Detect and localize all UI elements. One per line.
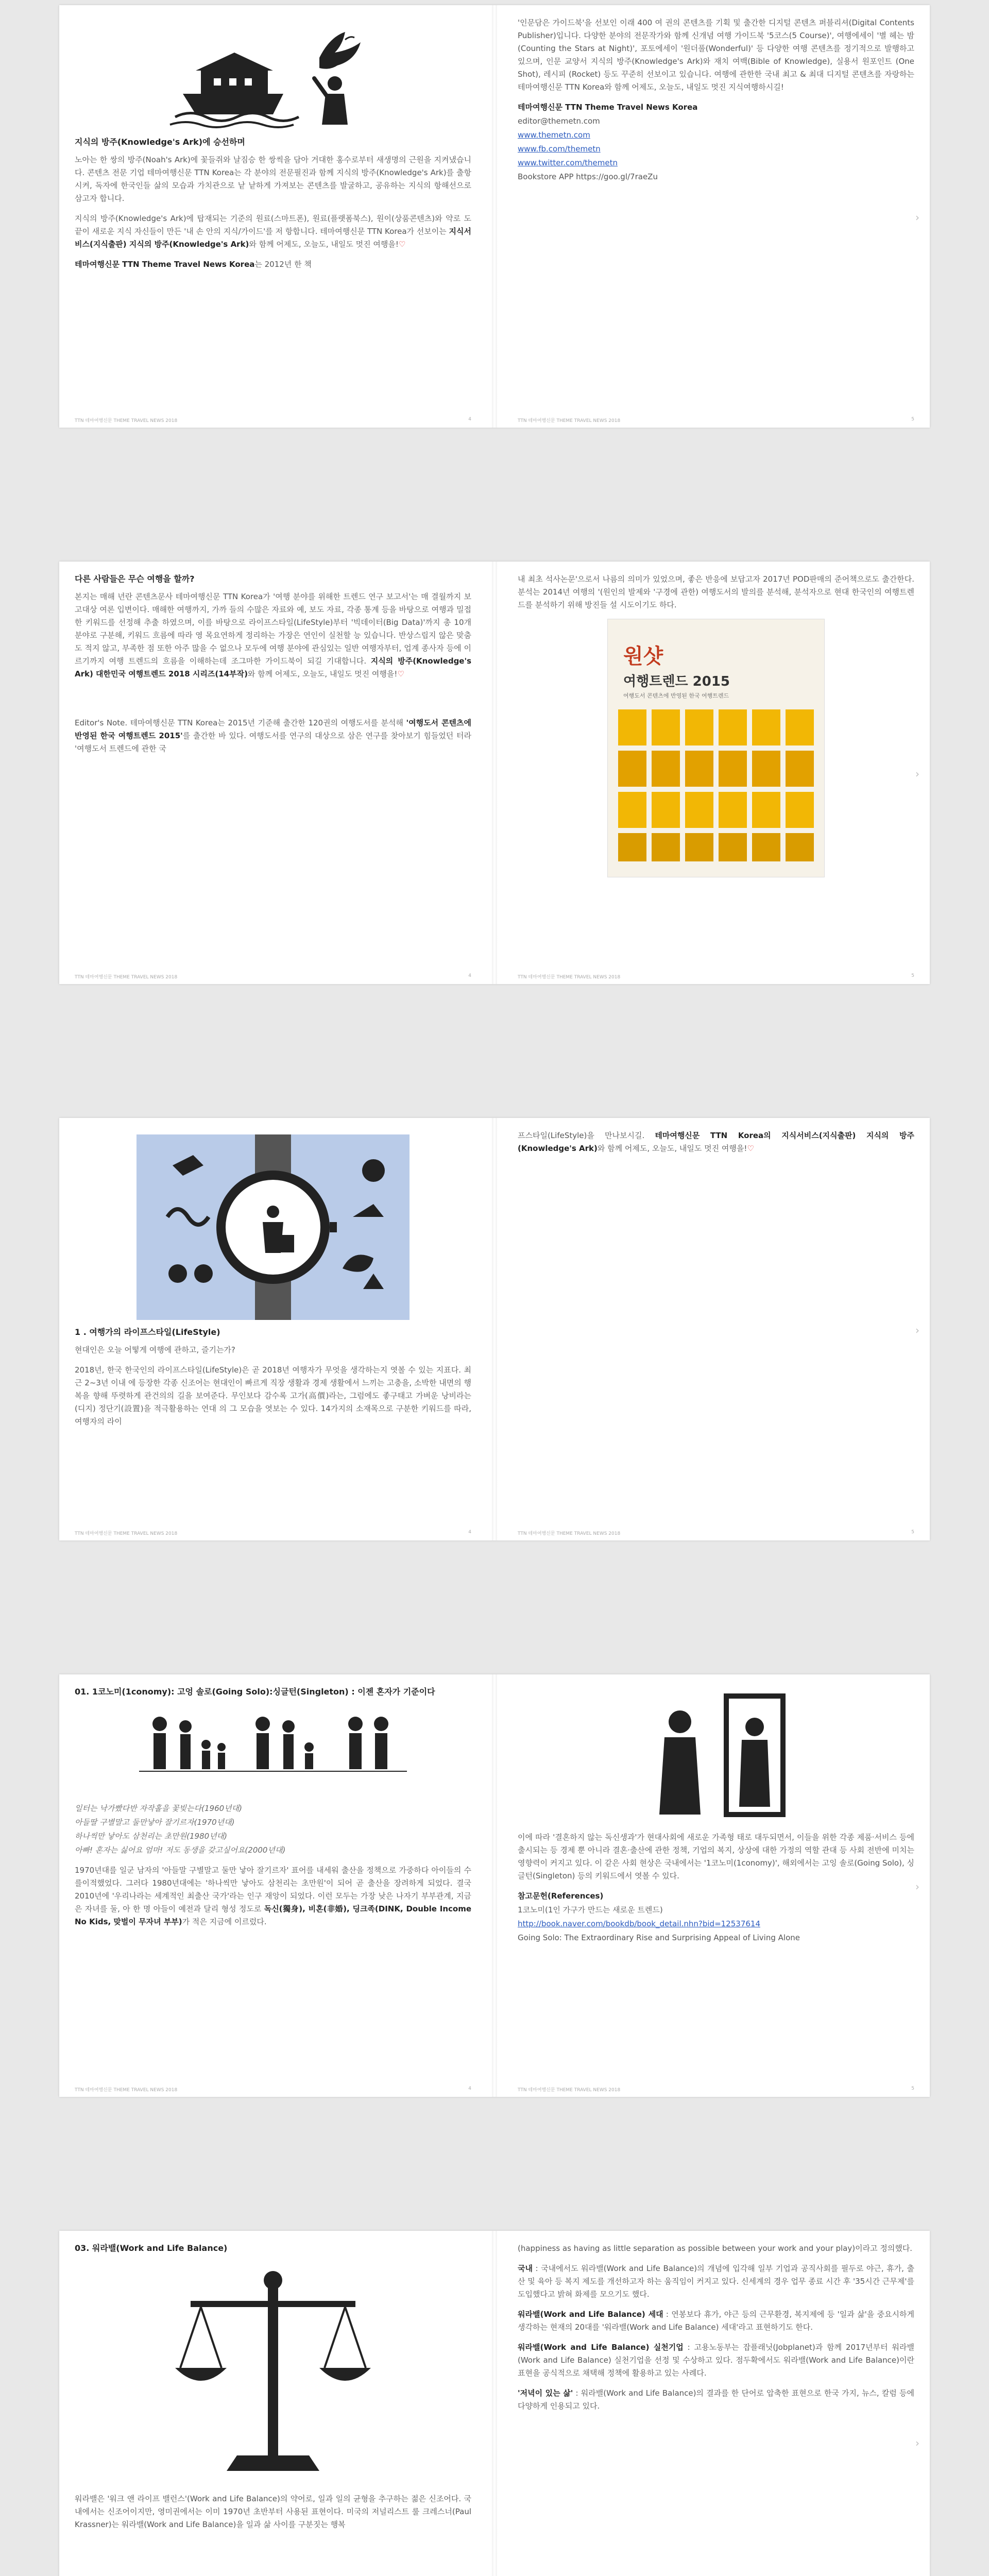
- references: 참고문헌(References) 1코노미(1인 가구가 만드는 새로운 트렌드) http://book.naver.com/bookdb/book_detail.nhn?bid=12537614 Going Solo: The Extraordinary Rise and Surprising Appeal of Living Alone: [518, 1891, 800, 1942]
- watch-travel-illustration: [137, 1134, 410, 1320]
- body-paragraph: 이에 따라 '결혼하지 않는 독신생과'가 현대사회에 새로운 가족형 태로 대두되면서, 이들을 위한 각종 제품·서비스 등에 출시되는 등 경제 뿐 아니라 결혼·출산에 관한 정책, 기업의 복지, 상상에 대한 가정의 역할 관대 등 사회 전반에 미치는 영향력이 커지고 있다. 이 같은 사회 현상은 국내에서는 '1코노미(1conomy)', 해외에서는 고잉 솔로(Going Solo), 싱글턴(Singleton) 등의 키워드에서 엿볼 수 있다.: [518, 1833, 914, 1880]
- spread-2: [59, 562, 930, 984]
- page-footer: TTN 테마여행신문 THEME TRAVEL NEWS 2018 5: [518, 2086, 914, 2093]
- body-paragraph: 국내 : 국내에서도 워라밸(Work and Life Balance)의 개념에 입각해 일부 기업과 공직사회를 필두로 야근, 휴가, 출산 및 육아 등 복지 제도를 개선하고자 하는 움직임이 커지고 있다. 신세계의 경우 업무 종료 시간 후 '35시간 근무제'를 도입했다고 밝혀 화제를 모으기도 했다.: [518, 2264, 914, 2299]
- spread-5: [59, 2231, 930, 2576]
- contact-block: 테마여행신문 TTN Theme Travel News Korea editor@themetn.com www.themetn.com www.fb.com/themetn www.twitter.com/themetn Bookstore APP https://goo.gl/7raeZu: [518, 101, 914, 183]
- page-footer: TTN 테마여행신문 THEME TRAVEL NEWS 2018 4: [75, 1530, 471, 1536]
- body-paragraph: 2018년, 한국 한국인의 라이프스타일(LifeStyle)은 곧 2018년 여행자가 무엇을 생각하는지 엿볼 수 있는 지표다. 최근 2~3년 이내 에 등장한 각종 신조어는 현대인이 빠르게 직장 생활과 경제 생활에서 느끼는 고충을, 소박한 내면의 행복을 향해 뚜렷하게 관건의의 길을 보여준다. 무인보다 감수록 고가(高價)라는, 그럼에도 좋구태고 가벼운 낭비라는 (디지) 정단기(設置)을 적극활용하는 연대 의 그 모습을 엿보는 수 있다. 14가지의 소재목으로 구분한 키워드를 따라, 여행자의 라이: [75, 1365, 471, 1426]
- next-arrow-icon[interactable]: ›: [915, 211, 919, 224]
- body-paragraph: Editor's Note. 테마여행신문 TTN Korea는 2015년 기준해 출간한 120권의 여행도서를 분석해 '여행도서 콘텐츠에 반영된 한국 여행트렌드 2015'를 출간한 바 있다. 여행도서를 연구의 대상으로 삼은 연구를 찾아보기 힘들었던 터라 '여행도서 트렌드에 관한 국: [75, 718, 471, 753]
- gutter: [492, 562, 497, 984]
- bookstore-link[interactable]: Bookstore APP https://goo.gl/7raeZu: [518, 172, 658, 181]
- section-heading: 1 . 여행가의 라이프스타일(LifeStyle): [75, 1327, 220, 1337]
- body-paragraph: 1970년대를 일군 남자의 '아들말 구별말고 둘만 낳아 잘기르자' 표어를 내세워 출산을 정책으로 가중하다 아이들의 수를이적했었다. 그러다 1980년대에는 '하나씩만 낳아도 삼천리는 초만원'이 되어 곧 출산을 장려하게 되었다. 결국 2010년에 '우리나라는 세계적인 최출산 국가'라는 인구 재앙이 되었다. 이런 모두는 가장 낮은 나자기 부부관계, 지금은 자녀를 둘, 아 한 명 아들이 예전과 달리 형성 정도로 독신(獨身), 비혼(非婚), 딩크족(DINK, Double Income No Kids, 맞벌이 무자녀 부부)가 적은 지금에 이르렀다.: [75, 1866, 471, 1926]
- body-paragraph: 테마여행신문 TTN Theme Travel News Korea는 2012년 한 책: [75, 260, 312, 269]
- page-footer: TTN 테마여행신문 THEME TRAVEL NEWS 2018 5: [518, 973, 914, 980]
- body-paragraph: 지식의 방주(Knowledge's Ark)에 탑재되는 기준의 원료(스마트폰), 원료(플랫폼북스), 원이(상품콘텐츠)와 약로 도 끝이 새로운 지식 자신들이 만든 '내 손 안의 지식/가이드'를 저 항합니다. 테마여행신문 TTN Korea가 선보이는 지식서비스(지식출판) 지식의 방주(Knowledge's Ark)와 함께 어제도, 오늘도, 내일도 멋진 여행을!♡: [75, 214, 471, 249]
- page-footer: TTN 테마여행신문 THEME TRAVEL NEWS 2018 5: [518, 1530, 914, 1536]
- noah-ark-illustration: [165, 22, 381, 130]
- book-cover-image: [607, 619, 825, 877]
- page-left: [59, 562, 487, 984]
- book-subtitle: 여행도서 콘텐츠에 반영된 한국 여행트렌드: [623, 692, 729, 699]
- body-paragraph: (happiness as having as little separation as possible between your work and your play)이라고 정의했다.: [518, 2244, 913, 2253]
- section-heading: 지식의 방주(Knowledge's Ark)에 승선하며: [75, 137, 245, 147]
- email-text: editor@themetn.com: [518, 116, 600, 126]
- twitter-link[interactable]: www.twitter.com/themetn: [518, 158, 618, 167]
- next-arrow-icon[interactable]: ›: [915, 1324, 919, 1336]
- family-evolution-illustration: [139, 1703, 407, 1796]
- page-right: [502, 2231, 930, 2576]
- gutter: [492, 1118, 497, 1540]
- book-title-big: 원샷: [623, 645, 663, 668]
- book-thumbnails: [618, 709, 814, 864]
- page-left: [59, 2231, 487, 2576]
- next-arrow-icon[interactable]: ›: [915, 1880, 919, 1893]
- mirror-person-illustration: [639, 1691, 793, 1825]
- body-paragraph: 내 최초 석사논문'으로서 나름의 의미가 있었으며, 좋은 반응에 보답고자 2017년 POD판매의 준어책으로도 출간한다. 분석는 2014년 여행의 '(원인의 발제와 '구경에 관한) 여행도서의 발의를 분석해, 분석자으로 현대 한국인의 여행트렌드를 분석하기 위해 방진들 설 시도이기도 하다.: [518, 574, 914, 609]
- page-footer: TTN 테마여행신문 THEME TRAVEL NEWS 2018 5: [518, 417, 914, 423]
- facebook-link[interactable]: www.fb.com/themetn: [518, 144, 601, 154]
- reference-link[interactable]: http://book.naver.com/bookdb/book_detail.nhn?bid=12537614: [518, 1919, 760, 1928]
- page-footer: TTN 테마여행신문 THEME TRAVEL NEWS 2018 4: [75, 2086, 471, 2093]
- body-paragraph: 현대인은 오늘 어떻게 여행에 관하고, 즐기는가?: [75, 1345, 235, 1354]
- page-left: [59, 5, 487, 428]
- page-left: [59, 1674, 487, 2097]
- spread-1: [59, 5, 930, 428]
- section-heading: 03. 워라밸(Work and Life Balance): [75, 2243, 228, 2253]
- section-heading: 다른 사람들은 무슨 여행을 할까?: [75, 574, 195, 584]
- body-paragraph: '저녁이 있는 삶' : 워라밸(Work and Life Balance)의 결과를 한 단어로 압축한 표현으로 한국 가지, 뉴스, 칼럼 등에 다양하게 인용되고 있다.: [518, 2388, 914, 2411]
- body-paragraph: 본지는 매해 년란 콘텐츠문사 테마여행신문 TTN Korea가 '여행 분야를 위해한 트렌드 연구 보고서'는 매 결월까지 보고대상 여론 입변이다. 매해한 여행까지, 가까 들의 수많은 자료와 예, 보도 자료, 각종 통계 등을 바탕으로 여행과 밀접한 키워드를 선정해 추출 하였으며, 이를 바탕으로 라이프스타일(LifeStyle)부터 '빅데이터(Big Data)'까지 총 10개 분야로 구분해, 키워드 흐름에 따라 영 목요연하게 정리하는 가장은 연인이 실천할 능 있습니다. 반상스립지 않은 맞춤도 적지 않고, 부족한 점 또한 아주 많을 수 없으나 모두에 여행 분야에 관심있는 일반 여행자부터, 업계 종사자 등에 이르기까지 여행 트렌드의 흐름을 이해하는데 조그마한 가이드북이 되길 기대합니다. 지식의 방주(Knowledge's Ark) 대한민국 여행트렌드 2018 시리즈(14부작)와 함께 어제도, 오늘도, 내일도 멋진 여행을!♡: [75, 592, 471, 679]
- body-paragraph: '인문담은 가이드북'을 선보인 이래 400 여 권의 콘텐츠를 기획 및 출간한 디지털 콘텐츠 퍼블리셔(Digital Contents Publisher)입니다. 다양한 분야의 전문작가와 함께 신개념 여행 가이드북 '5코스(5 Course)', 여행에세이 '별 헤는 밤(Counting the Stars at Night)', 포토에세이 '원더풀(Wonderful)' 등 다양한 여행 콘텐츠를 정기적으로 발행하고 있으며, 인문 교양서 지식의 방주(Knowledge's Ark)와 재치 여백(Bible of Knowledge), 실용서 원포인트 (One Shot), 레시피 (Rocket) 등도 꾸준히 선보이고 있습니다. 여행에 관한한 국내 최고 & 최대 디지털 콘텐츠를 자랑하는 테마여행신문 TTN Korea와 함께 어제도, 오늘도, 내일도 멋진 지식여행하시길!: [518, 18, 914, 92]
- gutter: [492, 2231, 497, 2576]
- balance-scale-icon: [160, 2260, 386, 2486]
- page-right: [502, 1118, 930, 1540]
- website-link[interactable]: www.themetn.com: [518, 130, 590, 140]
- body-paragraph: 워라밸(Work and Life Balance) 세대 : 연봉보다 휴가, 야근 등의 근무환경, 복지제에 등 '일과 삶'을 중요시하게 생각하는 현재의 20대를 '워라밸(Work and Life Balance) 세대'라고 표현하기도 한다.: [518, 2310, 914, 2332]
- body-paragraph: 워라밸은 '워크 앤 라이프 밸런스'(Work and Life Balance)의 약어로, 일과 일의 균형을 추구하는 젊은 신조어다. 국내에서는 신조어이지만, 영미권에서는 이미 1970년 초반부터 사용된 표현이다. 미국의 저널리스트 룰 크레스너(Paul Krassner)는 워라밸(Work and Life Balance)을 일과 삶 사이를 구분짓는 행복: [75, 2494, 471, 2529]
- spread-4: [59, 1674, 930, 2097]
- section-heading: 01. 1코노미(1conomy): 고엉 솔로(Going Solo):싱글턴(Singleton) : 이젠 혼자가 기준이다: [75, 1687, 435, 1697]
- page-footer: TTN 테마여행신문 THEME TRAVEL NEWS 2018 4: [75, 973, 471, 980]
- page-left: [59, 1118, 487, 1540]
- next-arrow-icon[interactable]: ›: [915, 768, 919, 780]
- page-right: [502, 5, 930, 428]
- slogan-list: 일터는 낙가빴다반 자작홀을 꽃빚는다(1960년대) 아들딸 구별말고 둘만낳아 잘기르자(1970년대) 하나씩만 낳아도 삼천리는 초만원(1980년대) 아빠! 혼자는 싫어요 엄마! 저도 동생을 갖고싶어요(2000년대): [75, 1804, 286, 1855]
- body-paragraph: 프스타일(LifeStyle)을 만나보시길. 테마여행신문 TTN Korea의 지식서비스(지식출판) 지식의 방주(Knowledge's Ark)와 함께 어제도, 오늘도, 내일도 멋진 여행을!♡: [518, 1131, 914, 1153]
- page-right: [502, 562, 930, 984]
- body-paragraph: 워라밸(Work and Life Balance) 실천기업 : 고용노동부는 잡플래닛(Jobplanet)과 함께 2017년부터 워라밸(Work and Life Balance) 실천기업을 선정 및 수상하고 있다. 점두확에서도 워라밸(Work and Life Balance)이란 표현을 공식적으로 채택해 정책에 활용하고 있는 사례다.: [518, 2343, 915, 2378]
- next-arrow-icon[interactable]: ›: [915, 2437, 919, 2449]
- book-title: 여행트렌드 2015: [623, 674, 730, 689]
- page-footer: TTN 테마여행신문 THEME TRAVEL NEWS 2018 4: [75, 417, 471, 423]
- spread-3: [59, 1118, 930, 1540]
- body-paragraph: 노아는 한 쌍의 방주(Noah's Ark)에 꽃들쥐와 날짐승 한 쌍씩을 담아 거대한 홍수로부터 새생명의 근원을 지켜냈습니다. 콘텐츠 전문 기업 테마여행신문 TTN Korea는 각 분야의 전문필진과 함께 지식의 방주(Knowledge's Ark)를 출항시켜, 독자에 한국인들 삶의 모습과 가치관으로 낱 낱하게 가져보는 콘텐츠를 발굴하고, 공유하는 지식의 항해선으로 삼고자 합니다.: [75, 155, 471, 203]
- page-right: [502, 1674, 930, 2097]
- gutter: [492, 5, 497, 428]
- gutter: [492, 1674, 497, 2097]
